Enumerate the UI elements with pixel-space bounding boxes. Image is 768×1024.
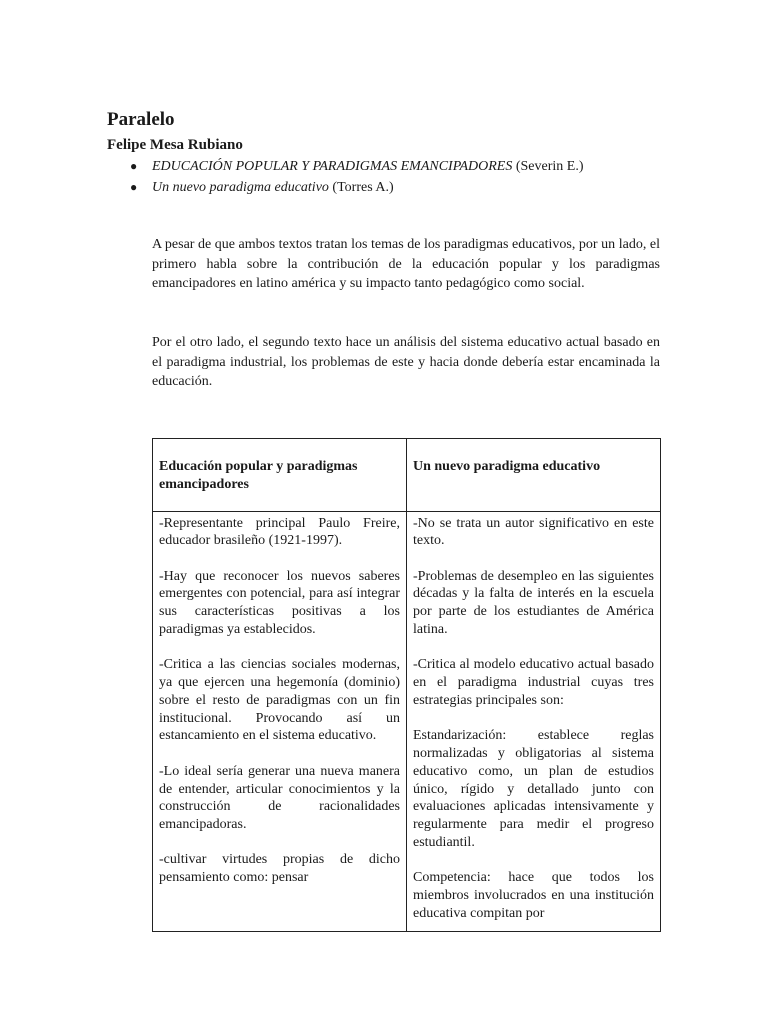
cell-paragraph: -Hay que reconocer los nuevos saberes emergentes con potencial, para así integrar sus características positivas a los paradigmas ya establecidos. bbox=[159, 568, 400, 637]
comparison-table bbox=[152, 438, 661, 932]
cell-paragraph: -No se trata un autor significativo en este texto. bbox=[413, 515, 654, 549]
cell-paragraph: -Representante principal Paulo Freire, educador brasileño (1921-1997). bbox=[159, 515, 400, 549]
right-column-cell bbox=[407, 511, 661, 932]
bullet-icon: ● bbox=[130, 159, 138, 173]
list-item bbox=[130, 156, 584, 177]
list-item bbox=[130, 177, 584, 198]
reference-title: EDUCACIÓN POPULAR Y PARADIGMAS EMANCIPADORES bbox=[152, 159, 513, 174]
document-title: Paralelo bbox=[107, 109, 175, 130]
reference-author: (Severin E.) bbox=[515, 159, 584, 174]
reference-title: Un nuevo paradigma educativo bbox=[152, 180, 329, 195]
second-paragraph: Por el otro lado, el segundo texto hace un análisis del sistema educativo actual basado en el paradigma industrial, los problemas de este y hacia donde debería estar encaminada la educación. bbox=[152, 335, 660, 389]
cell-paragraph: -Critica a las ciencias sociales modernas, ya que ejercen una hegemonía (dominio) sobre el resto de paradigmas con un fin institucional. Provocando así un estancamiento en el sistema educativo. bbox=[159, 657, 400, 744]
column-header: Un nuevo paradigma educativo bbox=[407, 439, 661, 511]
cell-paragraph: -Lo ideal sería generar una nueva manera de entender, articular conocimientos y la construcción de racionalidades emancipadoras. bbox=[159, 763, 400, 833]
cell-paragraph: -cultivar virtudes propias de dicho pensamiento como: pensar bbox=[159, 852, 400, 886]
table-header-row bbox=[153, 439, 660, 511]
cell-paragraph: Competencia: hace que todos los miembros involucrados en una institución educativa compitan por bbox=[413, 870, 654, 921]
bullet-icon: ● bbox=[130, 180, 138, 194]
cell-paragraph: Estandarización: establece reglas normalizadas y obligatorias al sistema educativo como, un plan de estudios único, rígido y detallado junto con evaluaciones aplicadas intensivamente y regularmente para medir el progreso estudiantil. bbox=[413, 728, 654, 850]
column-header: Educación popular y paradigmas emancipadores bbox=[153, 439, 407, 511]
cell-paragraph: -Critica al modelo educativo actual basado en el paradigma industrial cuyas tres estrategias principales son: bbox=[413, 657, 654, 708]
left-column-cell bbox=[153, 511, 407, 932]
table-row bbox=[153, 511, 660, 932]
intro-paragraph: A pesar de que ambos textos tratan los temas de los paradigmas educativos, por un lado, el primero habla sobre la contribución de la educación popular y los paradigmas emancipadores en latino américa y su impacto tanto pedagógico como social. bbox=[152, 237, 660, 291]
author-name: Felipe Mesa Rubiano bbox=[107, 137, 243, 153]
reference-author: (Torres A.) bbox=[332, 180, 394, 195]
reference-list bbox=[130, 156, 584, 198]
cell-paragraph: -Problemas de desempleo en las siguientes décadas y la falta de interés en la escuela por parte de los estudiantes de América latina. bbox=[413, 568, 654, 637]
